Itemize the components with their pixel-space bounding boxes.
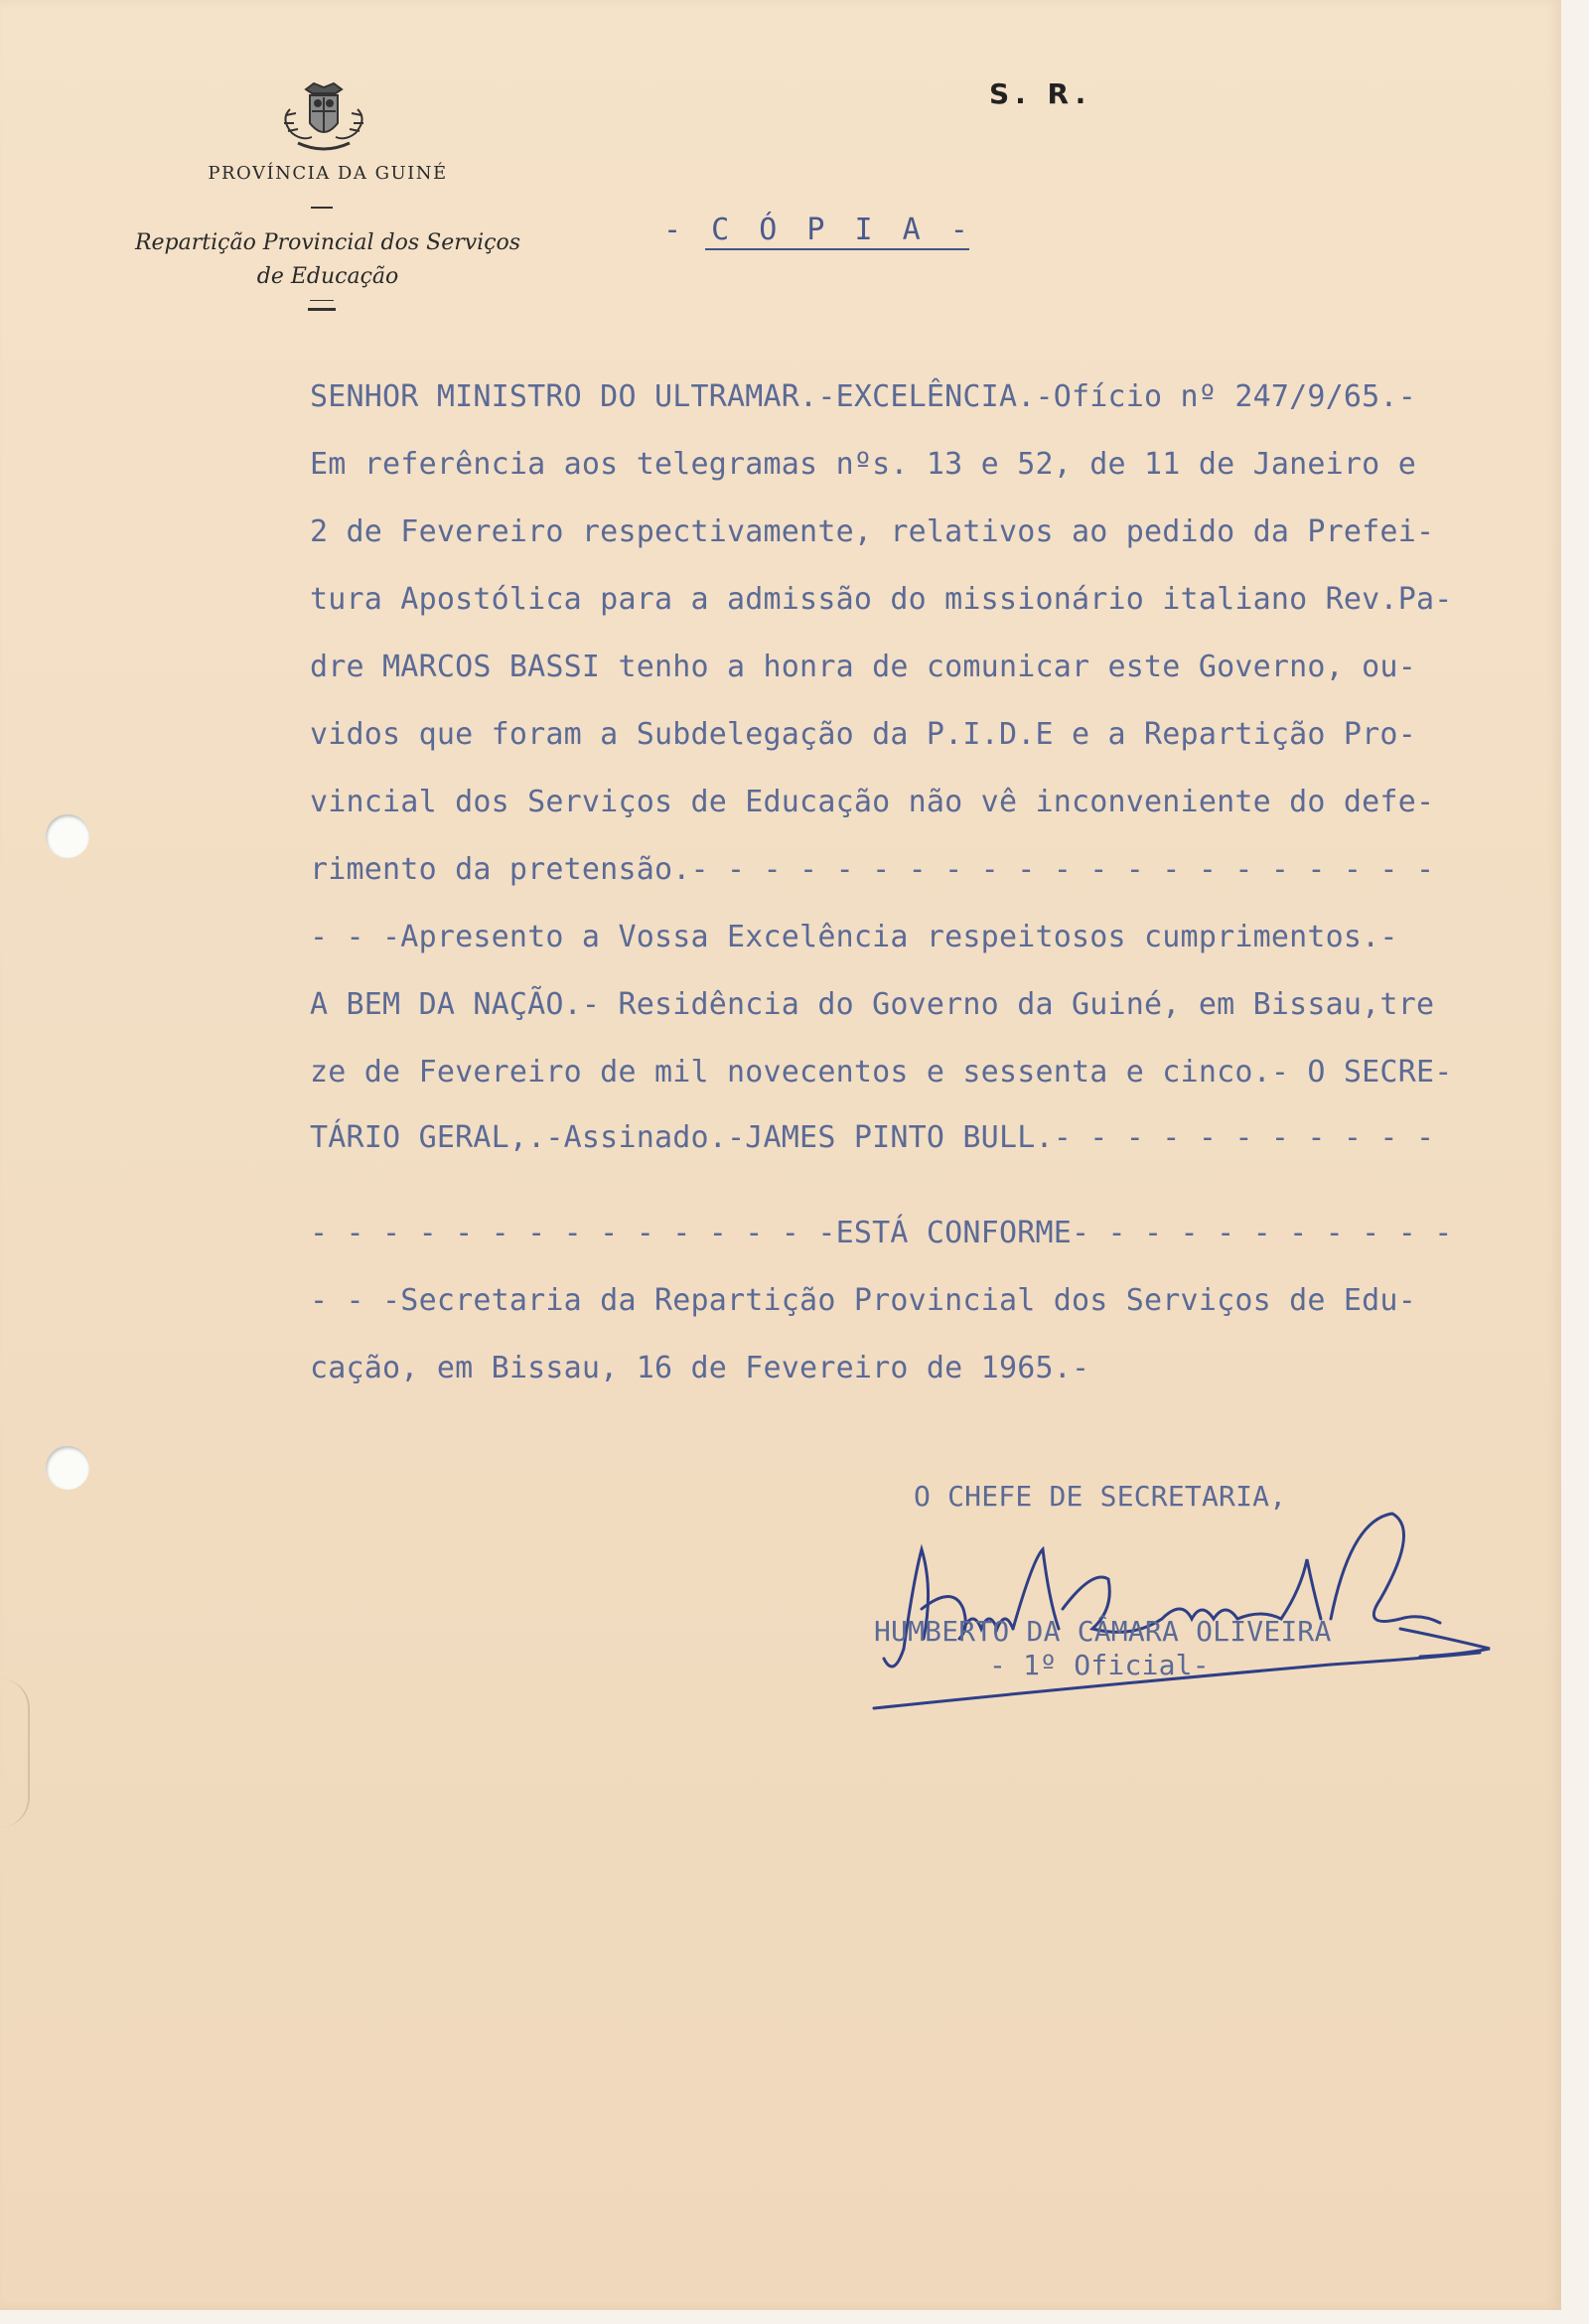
province-name: PROVÍNCIA DA GUINÉ bbox=[208, 163, 448, 184]
signatory-title: O CHEFE DE SECRETARIA, bbox=[914, 1480, 1287, 1513]
body-line: vincial dos Serviços de Educação não vê inconveniente do defe- bbox=[310, 785, 1435, 819]
punch-hole-lower bbox=[46, 1446, 89, 1490]
scan-margin-right bbox=[1561, 0, 1589, 2324]
coat-of-arms-icon bbox=[276, 79, 371, 159]
body-line: tura Apostólica para a admissão do missionário italiano Rev.Pa- bbox=[310, 582, 1453, 617]
body-line: ze de Fevereiro de mil novecentos e sessenta e cinco.- O SECRE- bbox=[310, 1055, 1453, 1089]
header-rule-lower-top bbox=[310, 300, 334, 301]
body-line: vidos que foram a Subdelegação da P.I.D.E e a Repartição Pro- bbox=[310, 717, 1416, 752]
header-rule-lower bbox=[308, 308, 336, 311]
copy-heading: - C Ó P I A - bbox=[663, 213, 974, 247]
page-fold-mark bbox=[0, 1678, 30, 1827]
department-line-2: de Educação bbox=[256, 264, 399, 289]
department-line-1: Repartição Provincial dos Serviços bbox=[134, 230, 521, 255]
classification-mark: S. R. bbox=[989, 77, 1092, 110]
scan-margin-bottom bbox=[0, 2310, 1589, 2324]
signatory-name: HUMBERTO DA CÂMARA OLIVEIRA bbox=[874, 1615, 1332, 1648]
body-line: - - -Apresento a Vossa Excelência respeitosos cumprimentos.- bbox=[310, 920, 1398, 954]
body-line: Em referência aos telegramas nºs. 13 e 52, de 11 de Janeiro e bbox=[310, 447, 1416, 482]
body-line: dre MARCOS BASSI tenho a honra de comunicar este Governo, ou- bbox=[310, 650, 1416, 684]
header-rule-upper bbox=[311, 207, 333, 209]
copy-heading-underline bbox=[705, 248, 969, 250]
punch-hole-upper bbox=[46, 814, 89, 858]
handwritten-signature bbox=[864, 1490, 1500, 1728]
signatory-position: - 1º Oficial- bbox=[989, 1649, 1210, 1681]
body-line: rimento da pretensão.- - - - - - - - - - - - - - - - - - - - - bbox=[310, 852, 1435, 887]
conformity-line: cação, em Bissau, 16 de Fevereiro de 1965.- bbox=[310, 1351, 1090, 1385]
department-name bbox=[109, 226, 546, 294]
conformity-line: - - -Secretaria da Repartição Provincial dos Serviços de Edu- bbox=[310, 1283, 1416, 1318]
conformity-line: - - - - - - - - - - - - - - -ESTÁ CONFORME- - - - - - - - - - - bbox=[310, 1216, 1453, 1250]
body-line: A BEM DA NAÇÃO.- Residência do Governo da Guiné, em Bissau,tre bbox=[310, 987, 1435, 1022]
body-line: TÁRIO GERAL,.-Assinado.-JAMES PINTO BULL.- - - - - - - - - - - bbox=[310, 1120, 1435, 1155]
body-line: 2 de Fevereiro respectivamente, relativos ao pedido da Prefei- bbox=[310, 514, 1435, 549]
body-line: SENHOR MINISTRO DO ULTRAMAR.-EXCELÊNCIA.-Ofício nº 247/9/65.- bbox=[310, 379, 1416, 414]
